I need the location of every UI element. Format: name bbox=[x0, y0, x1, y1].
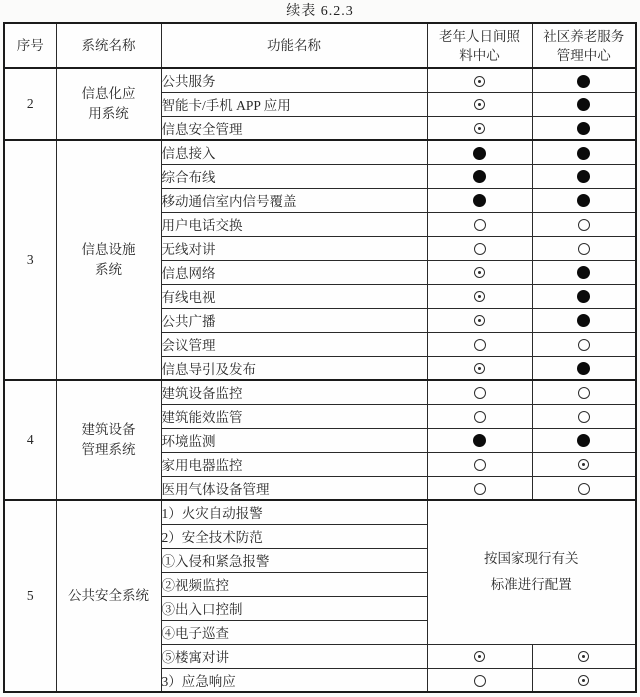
open-circle-icon bbox=[578, 219, 590, 231]
function-name: 环境监测 bbox=[161, 428, 427, 452]
mgmt-center-config-cell bbox=[532, 212, 636, 236]
filled-circle-icon bbox=[577, 122, 590, 135]
dotted-circle-icon bbox=[474, 363, 485, 374]
open-circle-icon bbox=[474, 459, 486, 471]
system-name-line: 信息化应 bbox=[81, 86, 136, 101]
column-header-line: 序号 bbox=[16, 38, 44, 53]
function-name: 有线电视 bbox=[161, 284, 427, 308]
section-number: 5 bbox=[4, 500, 56, 692]
open-circle-icon bbox=[474, 483, 486, 495]
day-care-config-cell bbox=[427, 188, 532, 212]
merged-note bbox=[427, 500, 636, 644]
day-care-config-cell bbox=[427, 140, 532, 164]
function-name: ⑤楼寓对讲 bbox=[161, 644, 427, 668]
open-circle-icon bbox=[474, 219, 486, 231]
open-circle-icon bbox=[474, 411, 486, 423]
filled-circle-icon bbox=[577, 290, 590, 303]
dotted-circle-icon bbox=[474, 99, 485, 110]
open-circle-icon bbox=[474, 675, 486, 687]
dotted-circle-icon bbox=[474, 76, 485, 87]
function-name: 公共服务 bbox=[161, 68, 427, 92]
mgmt-center-config-cell bbox=[532, 236, 636, 260]
filled-circle-icon bbox=[577, 98, 590, 111]
day-care-config-cell bbox=[427, 332, 532, 356]
system-name-line: 信息设施 bbox=[81, 242, 136, 257]
system-name-line: 用系统 bbox=[88, 106, 129, 121]
day-care-config-cell bbox=[427, 260, 532, 284]
system-name-line: 管理系统 bbox=[81, 442, 136, 457]
day-care-config-cell bbox=[427, 164, 532, 188]
function-name: ③出入口控制 bbox=[161, 596, 427, 620]
function-name: 建筑设备监控 bbox=[161, 380, 427, 404]
day-care-config-cell bbox=[427, 236, 532, 260]
column-header bbox=[161, 23, 427, 68]
mgmt-center-config-cell bbox=[532, 116, 636, 140]
merged-note-line: 标准进行配置 bbox=[490, 577, 572, 593]
function-name: 信息接入 bbox=[161, 140, 427, 164]
mgmt-center-config-cell bbox=[532, 356, 636, 380]
mgmt-center-config-cell bbox=[532, 332, 636, 356]
day-care-config-cell bbox=[427, 212, 532, 236]
table-row bbox=[4, 380, 636, 404]
day-care-config-cell bbox=[427, 68, 532, 92]
config-table-body bbox=[4, 68, 636, 692]
function-name: 移动通信室内信号覆盖 bbox=[161, 188, 427, 212]
function-name: 会议管理 bbox=[161, 332, 427, 356]
open-circle-icon bbox=[578, 483, 590, 495]
open-circle-icon bbox=[578, 411, 590, 423]
function-name: ④电子巡查 bbox=[161, 620, 427, 644]
day-care-config-cell bbox=[427, 308, 532, 332]
filled-circle-icon bbox=[577, 194, 590, 207]
mgmt-center-config-cell bbox=[532, 668, 636, 692]
merged-note-line: 按国家现行有关 bbox=[484, 551, 579, 567]
dotted-circle-icon bbox=[474, 291, 485, 302]
dotted-circle-icon bbox=[474, 123, 485, 134]
dotted-circle-icon bbox=[474, 315, 485, 326]
mgmt-center-config-cell bbox=[532, 260, 636, 284]
function-name: 建筑能效监管 bbox=[161, 404, 427, 428]
day-care-config-cell bbox=[427, 668, 532, 692]
filled-circle-icon bbox=[577, 266, 590, 279]
open-circle-icon bbox=[474, 243, 486, 255]
system-name bbox=[56, 500, 161, 692]
column-header-line: 料中心 bbox=[459, 47, 500, 63]
column-header-line: 功能名称 bbox=[267, 38, 321, 53]
function-name: 用户电话交换 bbox=[161, 212, 427, 236]
system-name bbox=[56, 380, 161, 500]
section-number: 3 bbox=[4, 140, 56, 380]
function-name: ②视频监控 bbox=[161, 572, 427, 596]
function-name: 公共广播 bbox=[161, 308, 427, 332]
table-header-row bbox=[4, 23, 636, 68]
open-circle-icon bbox=[578, 339, 590, 351]
function-name: 1）火灾自动报警 bbox=[161, 500, 427, 524]
column-header-line: 管理中心 bbox=[556, 47, 611, 63]
mgmt-center-config-cell bbox=[532, 188, 636, 212]
system-name-line: 系统 bbox=[95, 262, 122, 277]
filled-circle-icon bbox=[577, 75, 590, 88]
system-name bbox=[56, 140, 161, 380]
column-header-line: 老年人日间照 bbox=[439, 28, 520, 44]
dotted-circle-icon bbox=[578, 651, 589, 662]
column-header-line: 系统名称 bbox=[81, 38, 136, 53]
function-name: 2）安全技术防范 bbox=[161, 524, 427, 548]
column-header bbox=[56, 23, 161, 68]
function-name: ①入侵和紧急报警 bbox=[161, 548, 427, 572]
day-care-config-cell bbox=[427, 476, 532, 500]
function-name: 信息网络 bbox=[161, 260, 427, 284]
filled-circle-icon bbox=[577, 147, 590, 160]
section-number: 4 bbox=[4, 380, 56, 500]
open-circle-icon bbox=[578, 387, 590, 399]
column-header bbox=[532, 23, 636, 68]
open-circle-icon bbox=[474, 339, 486, 351]
mgmt-center-config-cell bbox=[532, 68, 636, 92]
dotted-circle-icon bbox=[578, 675, 589, 686]
mgmt-center-config-cell bbox=[532, 164, 636, 188]
column-header-line: 社区养老服务 bbox=[543, 28, 625, 44]
mgmt-center-config-cell bbox=[532, 92, 636, 116]
day-care-config-cell bbox=[427, 380, 532, 404]
config-table bbox=[3, 22, 637, 693]
mgmt-center-config-cell bbox=[532, 644, 636, 668]
filled-circle-icon bbox=[577, 170, 590, 183]
dotted-circle-icon bbox=[474, 267, 485, 278]
function-name: 综合布线 bbox=[161, 164, 427, 188]
mgmt-center-config-cell bbox=[532, 308, 636, 332]
day-care-config-cell bbox=[427, 644, 532, 668]
filled-circle-icon bbox=[473, 194, 486, 207]
filled-circle-icon bbox=[577, 314, 590, 327]
dotted-circle-icon bbox=[578, 459, 589, 470]
mgmt-center-config-cell bbox=[532, 476, 636, 500]
filled-circle-icon bbox=[577, 434, 590, 447]
function-name: 信息导引及发布 bbox=[161, 356, 427, 380]
function-name: 无线对讲 bbox=[161, 236, 427, 260]
day-care-config-cell bbox=[427, 428, 532, 452]
day-care-config-cell bbox=[427, 116, 532, 140]
filled-circle-icon bbox=[473, 170, 486, 183]
filled-circle-icon bbox=[473, 147, 486, 160]
section-number: 2 bbox=[4, 68, 56, 140]
table-row bbox=[4, 140, 636, 164]
day-care-config-cell bbox=[427, 92, 532, 116]
dotted-circle-icon bbox=[474, 651, 485, 662]
open-circle-icon bbox=[578, 243, 590, 255]
day-care-config-cell bbox=[427, 452, 532, 476]
function-name: 3）应急响应 bbox=[161, 668, 427, 692]
system-name-line: 建筑设备 bbox=[81, 422, 136, 437]
day-care-config-cell bbox=[427, 404, 532, 428]
system-name-line: 公共安全系统 bbox=[68, 588, 149, 603]
mgmt-center-config-cell bbox=[532, 140, 636, 164]
function-name: 智能卡/手机 APP 应用 bbox=[161, 92, 427, 116]
filled-circle-icon bbox=[473, 434, 486, 447]
filled-circle-icon bbox=[577, 362, 590, 375]
day-care-config-cell bbox=[427, 284, 532, 308]
system-name bbox=[56, 68, 161, 140]
function-name: 家用电器监控 bbox=[161, 452, 427, 476]
day-care-config-cell bbox=[427, 356, 532, 380]
mgmt-center-config-cell bbox=[532, 284, 636, 308]
column-header bbox=[427, 23, 532, 68]
column-header bbox=[4, 23, 56, 68]
table-row bbox=[4, 500, 636, 524]
mgmt-center-config-cell bbox=[532, 380, 636, 404]
mgmt-center-config-cell bbox=[532, 452, 636, 476]
mgmt-center-config-cell bbox=[532, 404, 636, 428]
function-name: 信息安全管理 bbox=[161, 116, 427, 140]
mgmt-center-config-cell bbox=[532, 428, 636, 452]
table-row bbox=[4, 68, 636, 92]
table-caption: 续表 6.2.3 bbox=[286, 4, 354, 19]
function-name: 医用气体设备管理 bbox=[161, 476, 427, 500]
open-circle-icon bbox=[474, 387, 486, 399]
